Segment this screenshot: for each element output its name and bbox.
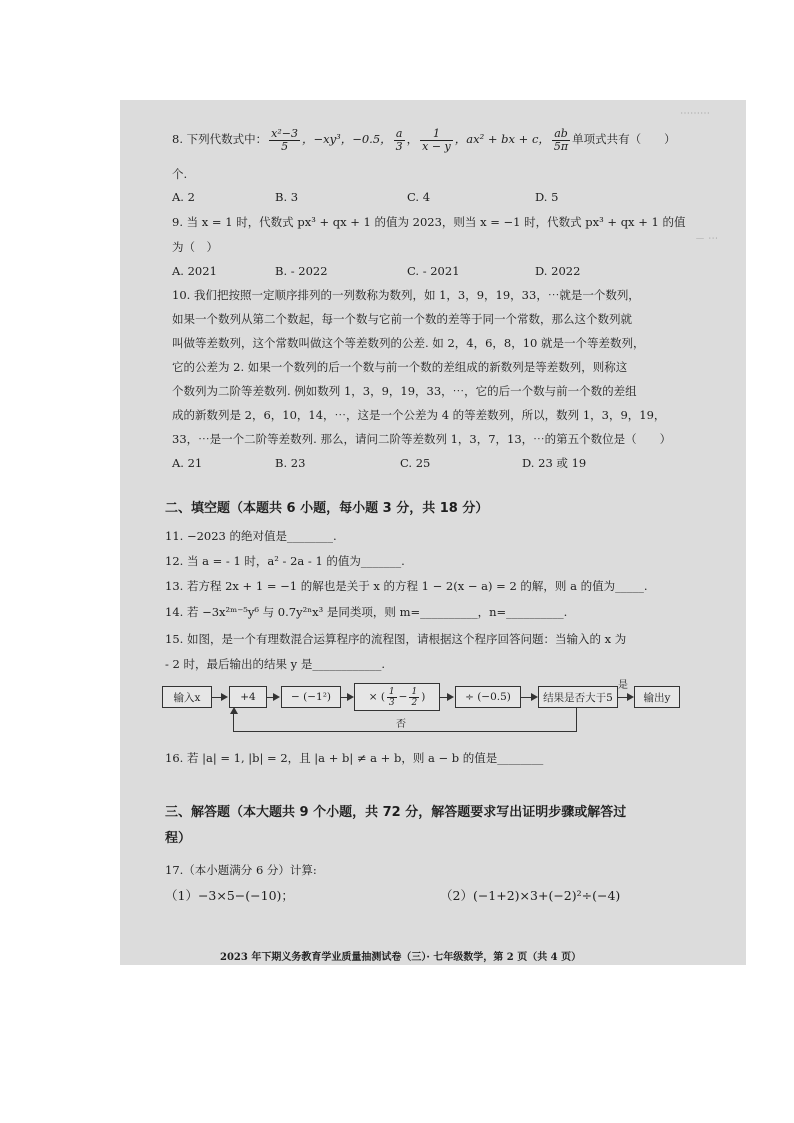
question-10-line: 33，⋯是一个二阶等差数列. 那么，请问二阶等差数列 1，3，7，13，⋯的第五个数位是（ ）: [172, 432, 672, 446]
question-8-line2: 个.: [172, 167, 188, 181]
flow-input-box: 输入x: [162, 686, 212, 708]
flow-multiply-box: × ( $\frac{1}{3}$ − $\frac{1}{2}$ ): [354, 683, 440, 711]
question-10-line: 10. 我们把按照一定顺序排列的一列数称为数列，如 1，3，9，19，33，⋯就是一个数列，: [172, 288, 640, 302]
question-17-part2: （2）(−1+2)×3+(−2)²÷(−4): [440, 888, 621, 903]
question-10-option-a: A. 21: [172, 456, 203, 470]
flow-no-label: 否: [396, 719, 406, 730]
flow-arrow-head: [347, 693, 354, 701]
flow-arrow-head: [447, 693, 454, 701]
question-9-line1: 9. 当 x = 1 时，代数式 px³ + qx + 1 的值为 2023，则当 x = −1 时，代数式 px³ + qx + 1 的值: [172, 215, 686, 229]
question-14: 14. 若 −3x²ᵐ⁻⁵y⁶ 与 0.7y²ⁿx³ 是同类项，则 m=__________，n=__________.: [165, 605, 568, 619]
section-3-heading-cont: 程）: [165, 831, 192, 846]
question-9-option-d: D. 2022: [535, 264, 581, 278]
flow-output-box: 输出y: [634, 686, 680, 708]
flow-add-box: +4: [229, 686, 267, 708]
flow-arrow-head: [531, 693, 538, 701]
question-10-option-c: C. 25: [400, 456, 431, 470]
exam-page: [120, 100, 746, 965]
question-10-line: 它的公差为 2. 如果一个数列的后一个数与前一个数的差组成的新数列是等差数列，则称这: [172, 360, 628, 374]
flow-arrow-head: [221, 693, 228, 701]
question-9-option-b: B. - 2022: [275, 264, 328, 278]
fraction: $\frac{\text{x²−3}}{5}$: [271, 126, 298, 153]
question-15-line2: - 2 时，最后输出的结果 y 是____________.: [165, 657, 385, 671]
flow-yes-label: 是: [618, 680, 628, 691]
question-16: 16. 若 |a| = 1, |b| = 2，且 |a + b| ≠ a + b，则 a − b 的值是________: [165, 751, 544, 765]
question-8-line1: 8. 下列代数式中： $\frac{\text{x²−3}}{5}$ ，−xy³，−0.5， $\frac{a}{3}$ ， $\frac{1}{x - y}$ ，ax² + bx + c， $\frac{ab}{5\pi}$ 单项式共有（ ）: [172, 126, 676, 153]
question-8-option-b: B. 3: [275, 190, 299, 204]
question-10-line: 个数列为二阶等差数列. 例如数列 1，3，9，19，33，⋯，它的后一个数与前一个数的差组: [172, 384, 637, 398]
question-9-option-a: A. 2021: [172, 264, 217, 278]
section-3-heading: 三、解答题（本大题共 9 个小题，共 72 分，解答题要求写出证明步骤或解答过: [165, 805, 627, 820]
bleed-through-mark: － ⋯: [695, 234, 719, 245]
section-2-heading: 二、填空题（本题共 6 小题，每小题 3 分，共 18 分）: [165, 501, 489, 516]
question-17-title: 17.（本小题满分 6 分）计算:: [165, 863, 317, 877]
flow-arrow-head: [627, 693, 634, 701]
question-8-option-c: C. 4: [407, 190, 431, 204]
question-8-option-a: A. 2: [172, 190, 195, 204]
bleed-through-mark: ⋯⋯⋯: [680, 108, 710, 119]
flow-arrow-head: [230, 707, 238, 714]
question-9-line2: 为（ ）: [172, 240, 218, 254]
flow-subtract-box: − (−1²): [281, 686, 341, 708]
flow-divide-box: ÷ (−0.5): [455, 686, 521, 708]
flow-loop-line: [576, 707, 577, 731]
fraction: $\frac{1}{x - y}$: [422, 126, 451, 153]
fraction: $\frac{1}{2}$: [411, 686, 418, 708]
question-12: 12. 当 a = - 1 时，a² - 2a - 1 的值为_______.: [165, 554, 405, 568]
question-8-option-d: D. 5: [535, 190, 559, 204]
question-13: 13. 若方程 2x + 1 = −1 的解也是关于 x 的方程 1 − 2(x − a) = 2 的解，则 a 的值为_____.: [165, 579, 648, 593]
question-10-option-b: B. 23: [275, 456, 306, 470]
question-15-line1: 15. 如图，是一个有理数混合运算程序的流程图，请根据这个程序回答问题：当输入的 x 为: [165, 632, 627, 646]
question-17-part1: （1）−3×5−(−10)；: [165, 888, 294, 903]
question-10-option-d: D. 23 或 19: [522, 456, 587, 470]
page-footer: 2023 年下期义务教育学业质量抽测试卷（三）· 七年级数学，第 2 页（共 4 页）: [220, 952, 582, 963]
flow-decision-box: 结果是否大于5: [538, 686, 618, 708]
fraction: $\frac{1}{3}$: [388, 686, 395, 708]
question-10-line: 成的新数列是 2，6，10，14，⋯，这是一个公差为 4 的等差数列，所以，数列 1，3，9，19，: [172, 408, 666, 422]
fraction: $\frac{ab}{5\pi}$: [553, 126, 569, 153]
fraction: $\frac{a}{3}$: [395, 126, 403, 153]
question-10-line: 如果一个数列从第二个数起，每一个数与它前一个数的差等于同一个常数，那么这个数列就: [172, 312, 632, 326]
flow-arrow-head: [273, 693, 280, 701]
question-9-option-c: C. - 2021: [407, 264, 460, 278]
flow-loop-line: [233, 714, 234, 732]
question-10-line: 叫做等差数列，这个常数叫做这个等差数列的公差. 如 2，4，6，8，10 就是一个等差数列，: [172, 336, 645, 350]
question-11: 11. −2023 的绝对值是________.: [165, 529, 337, 543]
